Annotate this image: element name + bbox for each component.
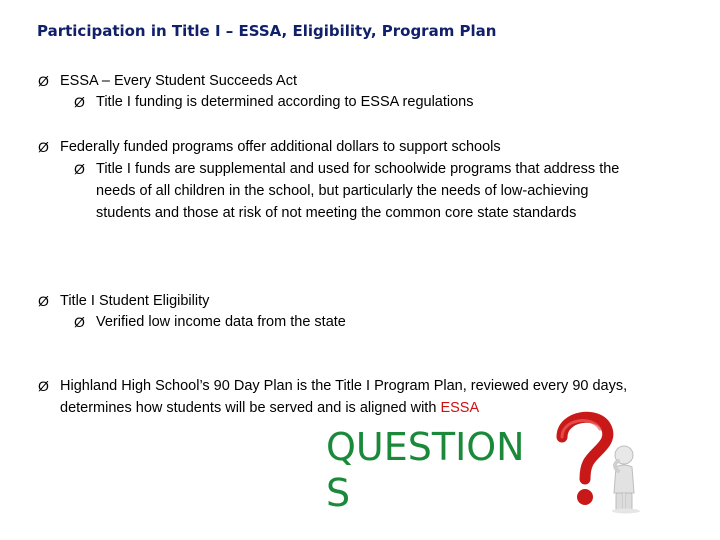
- bullet-text: Title I funds are supplemental and used for schoolwide programs that address the needs of all children in the school, but particularly the needs of low-achieving students and those at risk of not meeting the common core state standards: [96, 161, 620, 221]
- essa-tail: ESSA: [440, 400, 480, 416]
- sub-bullet-low-income: [74, 311, 346, 333]
- arrow-bullet-icon: Ø: [38, 73, 49, 89]
- questions-line-2: S: [326, 471, 351, 515]
- questions-line-1: QUESTION: [326, 425, 525, 469]
- question-person-icon: [540, 405, 648, 515]
- bullet-text: Federally funded programs offer additional dollars to support schools: [60, 139, 501, 155]
- bullet-federal-funding: [38, 136, 501, 158]
- sub-bullet-supplemental: [74, 158, 634, 224]
- arrow-bullet-icon: Ø: [38, 293, 49, 309]
- bullet-eligibility: [38, 290, 209, 312]
- program-plan-text: Highland High School’s 90 Day Plan is the Title I Program Plan, reviewed every 90 days, determines how students will be served and is aligned with: [60, 378, 628, 416]
- bullet-text: Title I Student Eligibility: [60, 293, 210, 309]
- arrow-bullet-icon: Ø: [74, 161, 85, 177]
- bullet-text: ESSA – Every Student Succeeds Act: [60, 73, 297, 89]
- bullet-text: Title I funding is determined according to ESSA regulations: [96, 94, 474, 110]
- bullet-essa: [38, 70, 297, 92]
- questions-heading: [326, 424, 526, 516]
- arrow-bullet-icon: Ø: [74, 94, 85, 110]
- arrow-bullet-icon: Ø: [38, 139, 49, 155]
- bullet-text: Verified low income data from the state: [96, 314, 346, 330]
- arrow-bullet-icon: Ø: [74, 314, 85, 330]
- arrow-bullet-icon: Ø: [38, 378, 49, 394]
- slide-title: Participation in Title I – ESSA, Eligibility, Program Plan: [37, 22, 497, 40]
- sub-bullet-funding: [74, 91, 473, 113]
